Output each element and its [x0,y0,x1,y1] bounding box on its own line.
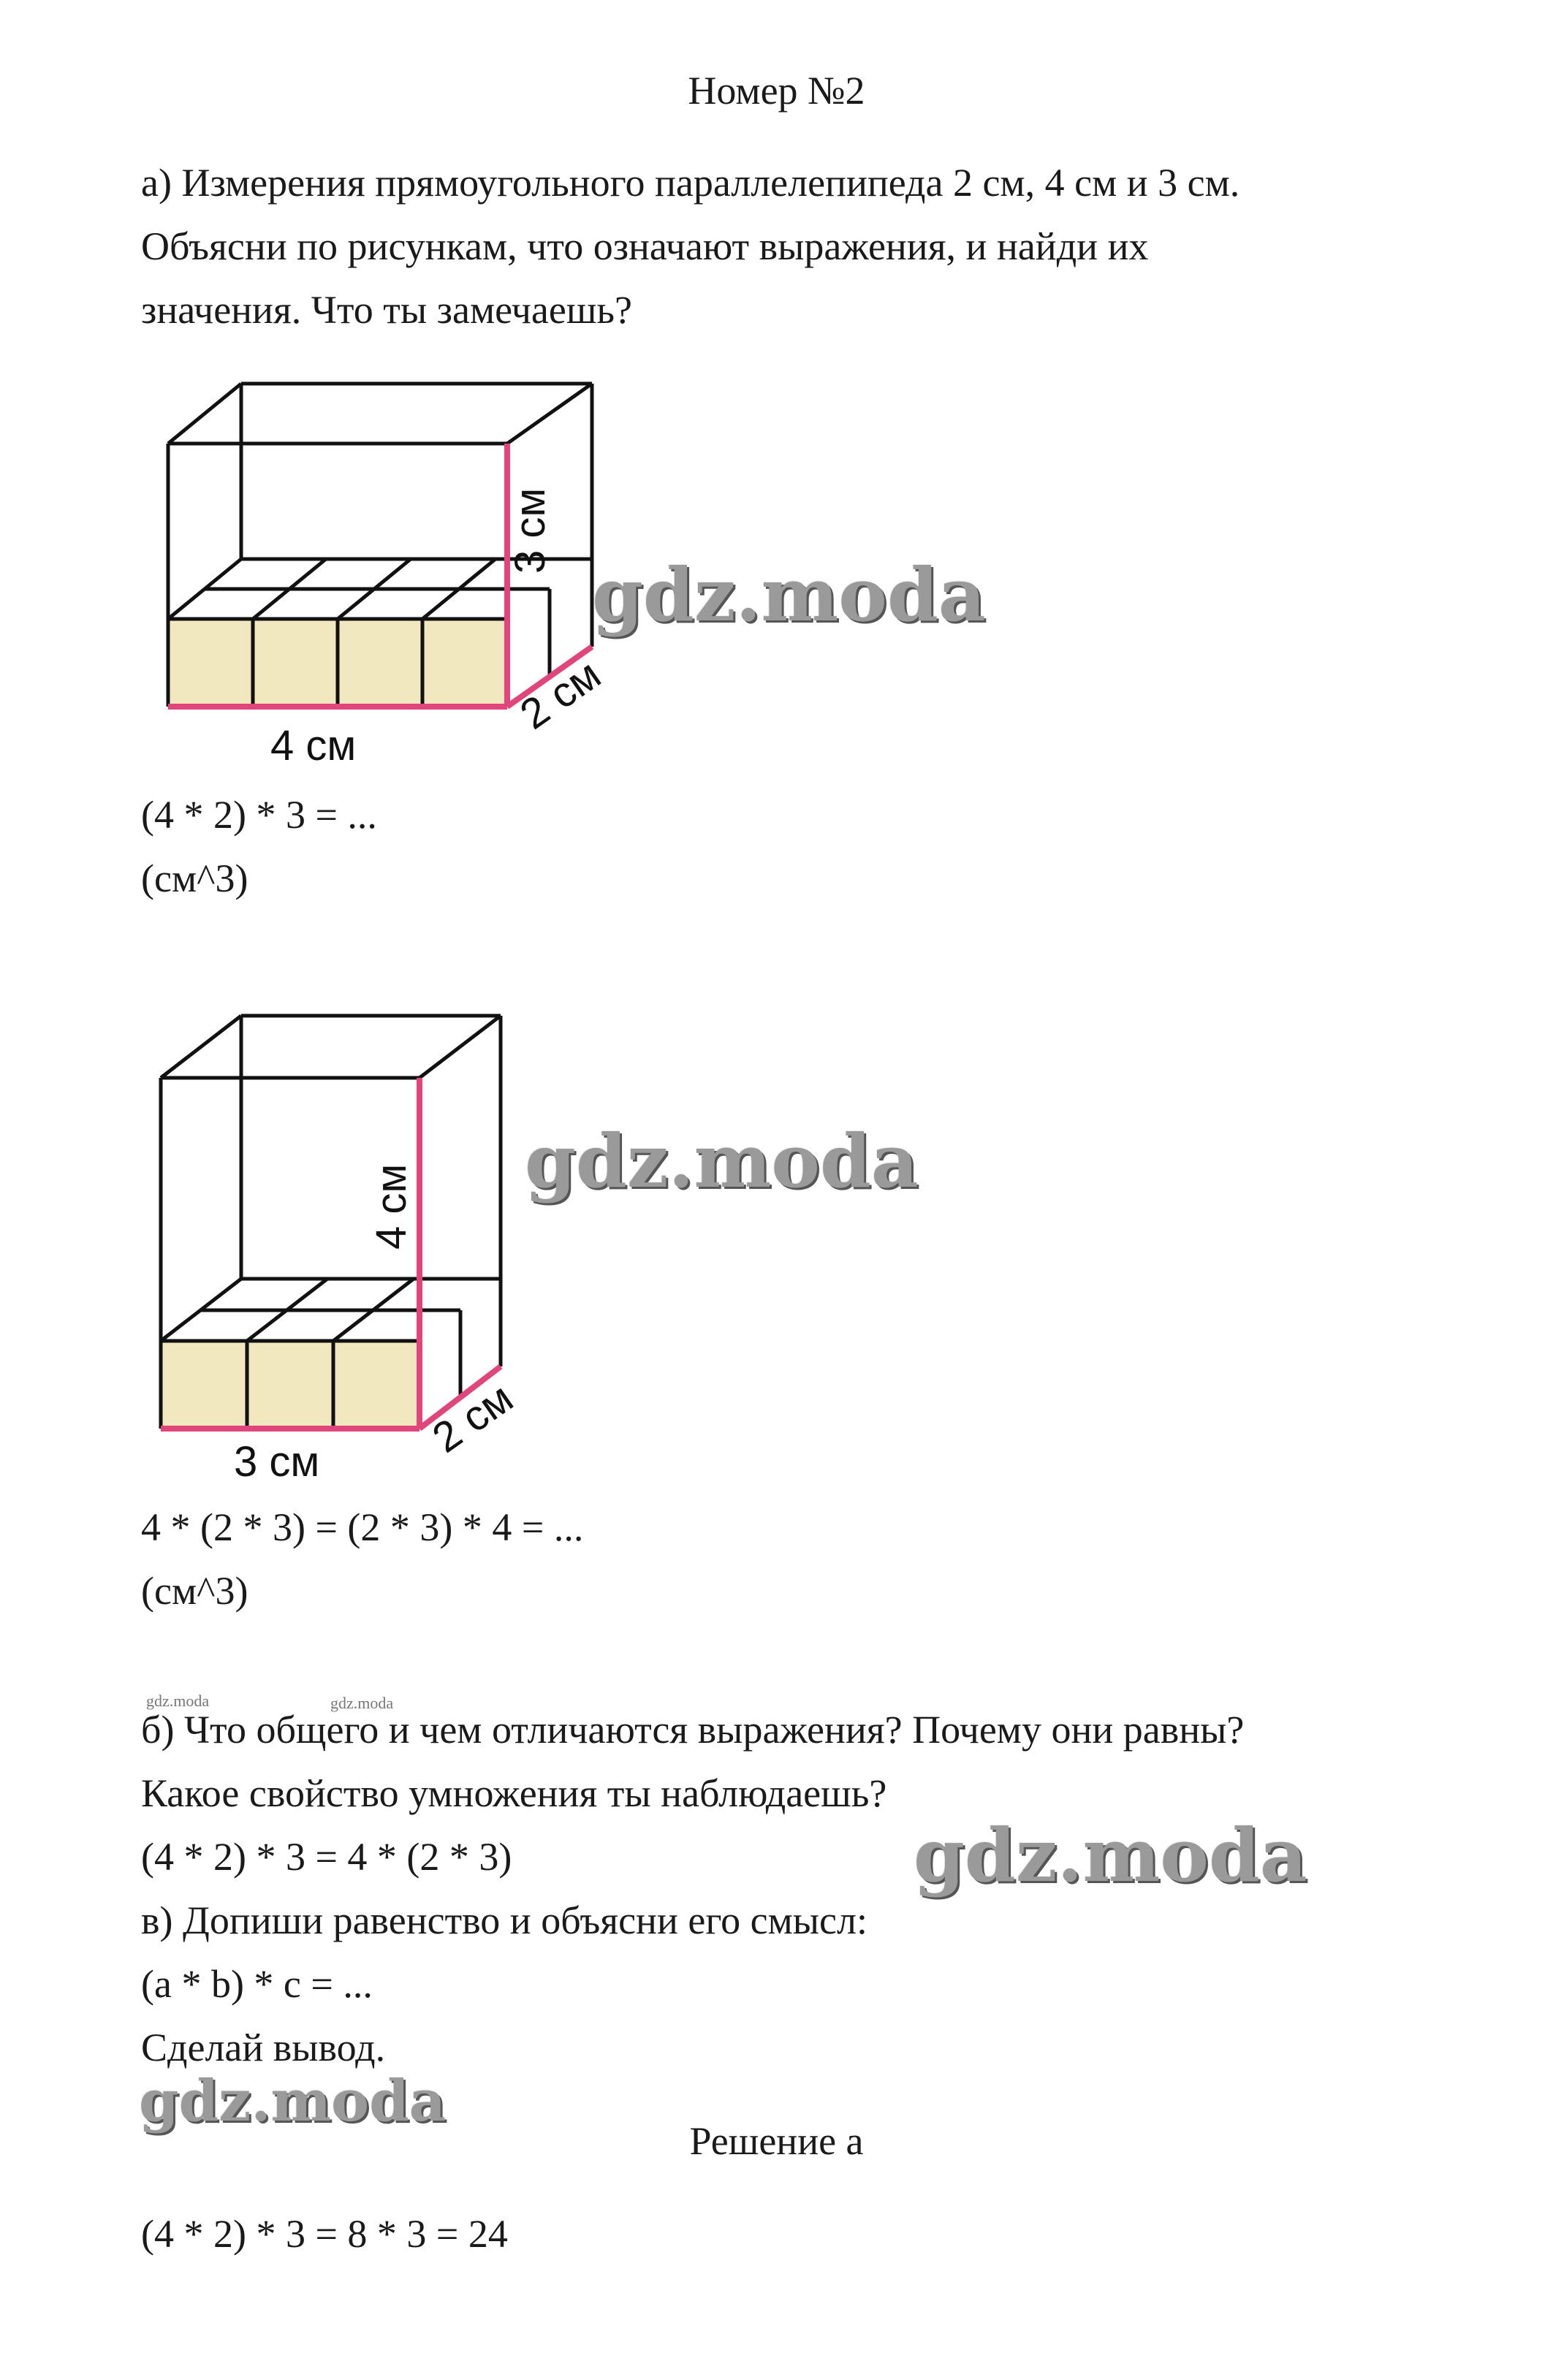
figure-2-depth-label: 2 см [424,1374,522,1462]
watermark-4: gdz.moda [139,2068,447,2134]
page-title: Номер №2 [688,69,865,113]
solution-heading: Решение а [689,2119,864,2163]
task-b-line-1: б) Что общего и чем отличаются выражения? Почему они равны? [141,1708,1245,1752]
task-b-line-2: Какое свойство умножения ты наблюдаешь? [141,1771,887,1815]
watermark-small-1: gdz.moda [146,1692,210,1710]
task-c-line-2: (a * b) * c = ... [141,1962,373,2006]
watermark-small-2: gdz.moda [330,1694,394,1712]
task-c-line-1: в) Допиши равенство и объясни его смысл: [141,1898,867,1942]
figure-1-depth-label: 2 см [512,650,610,739]
figure-1-unit: (см^3) [141,856,248,900]
task-c-line-3: Сделай вывод. [141,2026,386,2069]
figure-1-height-label: 3 см [506,487,554,574]
figure-1-expression: (4 * 2) * 3 = ... [141,793,377,837]
task-a-line-3: значения. Что ты замечаешь? [141,288,633,332]
figure-2-height-label: 4 см [368,1163,415,1250]
figure-2-parallelepiped [139,997,548,1494]
solution-line: (4 * 2) * 3 = 8 * 3 = 24 [141,2212,508,2256]
figure-2-expression: 4 * (2 * 3) = (2 * 3) * 4 = ... [141,1505,584,1549]
task-a-line-2: Объясни по рисункам, что означают выражения, и найди их [141,224,1149,268]
figure-2-unit: (см^3) [141,1569,248,1613]
watermark-1: gdz.moda [592,552,986,638]
watermark-3: gdz.moda [914,1812,1307,1898]
task-b-equation: (4 * 2) * 3 = 4 * (2 * 3) [141,1835,512,1879]
figure-2-width-label: 3 см [234,1438,320,1486]
task-a-line-1: а) Измерения прямоугольного параллелепипеда 2 см, 4 см и 3 см. [141,161,1240,205]
figure-1-width-label: 4 см [270,722,357,769]
watermark-2: gdz.moda [525,1118,919,1204]
